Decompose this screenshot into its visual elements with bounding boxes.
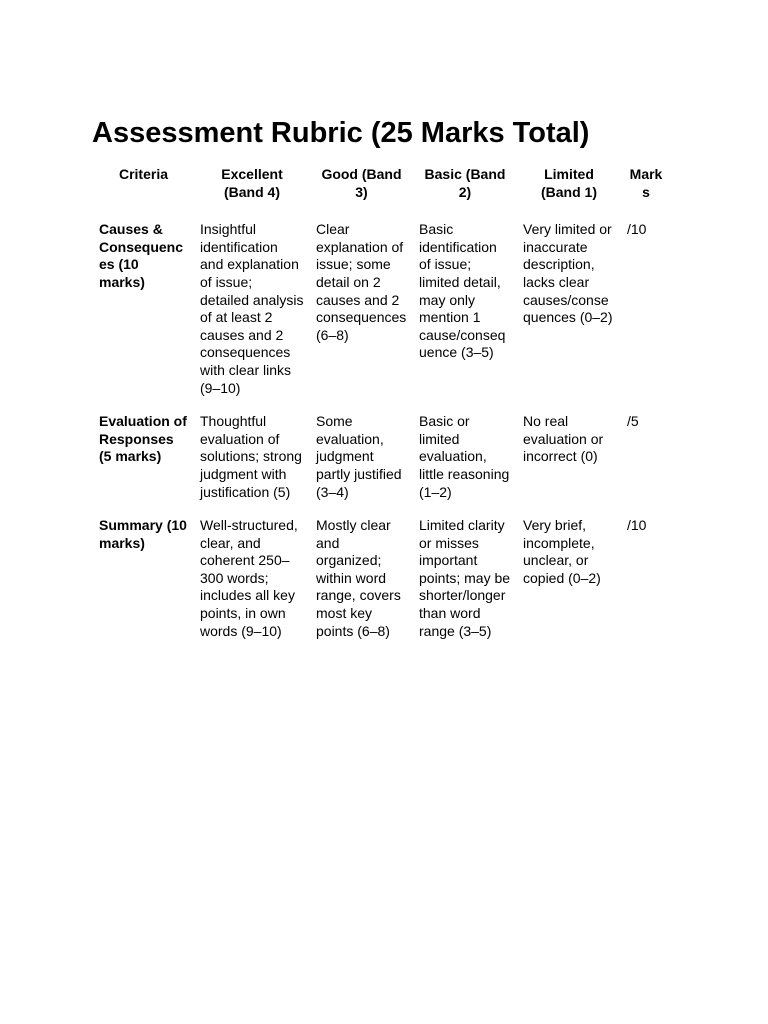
- page-title: Assessment Rubric (25 Marks Total): [92, 117, 590, 149]
- column-header-marks: Marks: [629, 166, 663, 200]
- marks-cell: /5: [627, 413, 639, 430]
- marks-cell: /10: [627, 221, 647, 238]
- band-4-cell: Well-structured, clear, and coherent 250–300 words; includes all key points, in own words (9–10): [200, 517, 298, 639]
- table-row: [93, 408, 671, 512]
- column-header-band-4: Excellent (Band 4): [221, 166, 283, 200]
- column-header-criteria: Criteria: [118, 166, 169, 182]
- band-3-cell: Mostly clear and organized; within word range, covers most key points (6–8): [316, 517, 401, 639]
- band-1-cell: No real evaluation or incorrect (0): [523, 413, 604, 465]
- criteria-cell: Summary (10 marks): [99, 517, 187, 551]
- band-3-cell: Some evaluation, judgment partly justified (3–4): [316, 413, 402, 500]
- band-2-cell: Basic identification of issue; limited detail, may only mention 1 cause/consequence (3–5): [419, 221, 506, 361]
- criteria-cell: Causes & Consequences (10 marks): [99, 221, 184, 290]
- table-row: [93, 512, 671, 651]
- band-1-cell: Very limited or inaccurate description, lacks clear causes/consequences (0–2): [523, 221, 613, 326]
- band-4-cell: Thoughtful evaluation of solutions; strong judgment with justification (5): [200, 413, 302, 500]
- column-header-band-2: Basic (Band 2): [424, 166, 506, 200]
- marks-cell: /10: [627, 517, 647, 534]
- band-3-cell: Clear explanation of issue; some detail on 2 causes and 2 consequences (6–8): [316, 221, 407, 343]
- band-1-cell: Very brief, incomplete, unclear, or copied (0–2): [523, 517, 601, 586]
- column-header-band-3: Good (Band 3): [321, 166, 402, 200]
- criteria-cell: Evaluation of Responses (5 marks): [99, 413, 187, 465]
- table-header-row: [93, 162, 671, 214]
- band-2-cell: Basic or limited evaluation, little reasoning (1–2): [419, 413, 510, 500]
- table-row: [93, 214, 671, 408]
- rubric-table: [93, 162, 671, 651]
- column-header-band-1: Limited (Band 1): [541, 166, 597, 200]
- band-2-cell: Limited clarity or misses important points; may be shorter/longer than word range (3–5): [419, 517, 511, 639]
- band-4-cell: Insightful identification and explanation of issue; detailed analysis of at least 2 causes and 2 consequences with clear links (9–10): [200, 221, 304, 396]
